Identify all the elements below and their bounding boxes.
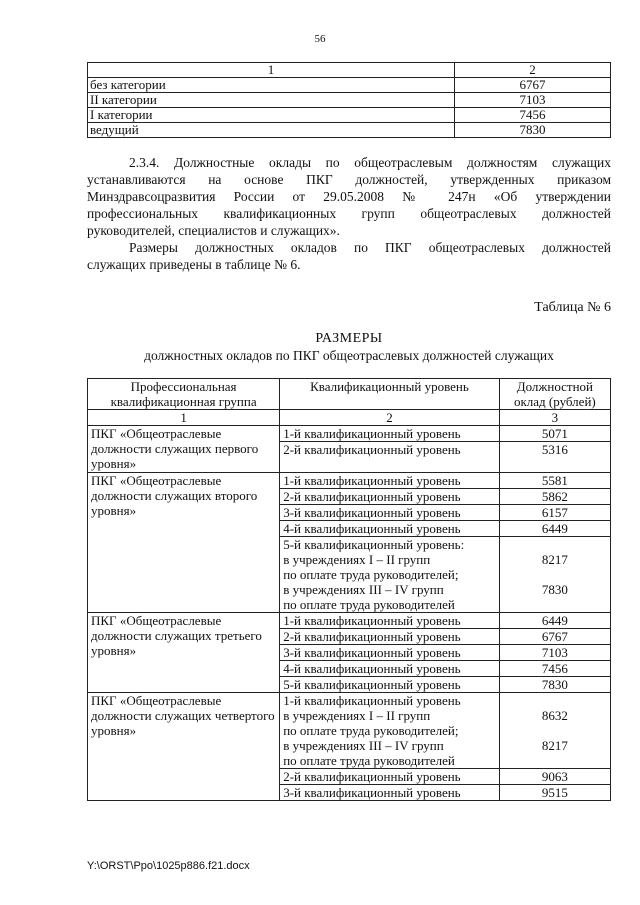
salary-value: 8217 — [541, 552, 568, 567]
file-path-footer: Y:\ORST\Ppo\1025p886.f21.docx — [87, 860, 250, 872]
salary-cell: 5316 — [499, 442, 610, 473]
column-number: 1 — [88, 410, 280, 426]
level-cell: 3-й квалификационный уровень — [280, 645, 500, 661]
salary-value: 8217 — [541, 738, 568, 753]
table-header-row — [88, 379, 611, 410]
salary-cell: 9515 — [499, 785, 610, 801]
salary-value: 8632 — [541, 708, 568, 723]
level-cell: 4-й квалификационный уровень — [280, 521, 500, 537]
table-row — [88, 78, 611, 93]
header-level: Квалификационный уровень — [280, 379, 500, 410]
salary-cell: 6157 — [499, 505, 610, 521]
category-cell: II категории — [88, 93, 455, 108]
salary-cell: 5071 — [499, 426, 610, 442]
level-line: в учреждениях III – IV групп — [283, 582, 444, 597]
group-name: ПКГ «Общеотраслевые должности служащих четвертого уровня» — [88, 693, 280, 801]
level-line: по оплате труда руководителей — [283, 597, 455, 612]
paragraph-line: Размеры должностных окладов по ПКГ общеотраслевых должностей — [129, 240, 611, 255]
salary-cell: 7456 — [499, 661, 610, 677]
level-cell: 1-й квалификационный уровень — [280, 473, 500, 489]
paragraph-line: Минздравсоцразвития России от 29.05.2008 № 247н «Об утверждении — [87, 189, 611, 204]
group-name: ПКГ «Общеотраслевые должности служащих второго уровня» — [88, 473, 280, 613]
level-line: по оплате труда руководителей; — [283, 723, 459, 738]
salary-cell: 7103 — [455, 93, 611, 108]
level-line: в учреждениях I – II групп — [283, 552, 431, 567]
level-cell: 1-й квалификационный уровень — [280, 613, 500, 629]
column-number-row — [88, 410, 611, 426]
level-line: в учреждениях III – IV групп — [283, 738, 444, 753]
table-row — [88, 426, 611, 442]
level-line: 5-й квалификационный уровень: — [283, 537, 465, 552]
continued-table — [87, 62, 611, 138]
table-number-label: Таблица № 6 — [534, 300, 611, 315]
category-cell: ведущий — [88, 123, 455, 138]
table-row — [88, 108, 611, 123]
salary-value: 7830 — [541, 582, 568, 597]
salary-cell: 6449 — [499, 613, 610, 629]
salary-cell: 7830 — [499, 677, 610, 693]
salary-cell: 7456 — [455, 108, 611, 123]
level-line: по оплате труда руководителей; — [283, 567, 459, 582]
level-cell: 2-й квалификационный уровень — [280, 489, 500, 505]
page-number: 56 — [314, 33, 326, 45]
level-cell: 2-й квалификационный уровень — [280, 629, 500, 645]
salary-cell: 5581 — [499, 473, 610, 489]
table-title: РАЗМЕРЫ — [315, 331, 383, 346]
level-cell: 2-й квалификационный уровень — [280, 769, 500, 785]
category-cell: I категории — [88, 108, 455, 123]
salary-cell: 7830 — [455, 123, 611, 138]
salary-cell: 7103 — [499, 645, 610, 661]
table-row — [88, 93, 611, 108]
table-row — [88, 613, 611, 629]
salary-cell: 6767 — [499, 629, 610, 645]
level-line: 1-й квалификационный уровень — [283, 693, 461, 708]
level-cell-multiline — [280, 693, 500, 769]
group-name: ПКГ «Общеотраслевые должности служащих первого уровня» — [88, 426, 280, 473]
header-cell: 1 — [88, 63, 455, 78]
salary-cell: 6449 — [499, 521, 610, 537]
header-salary: Должностной оклад (рублей) — [499, 379, 610, 410]
table-row — [88, 693, 611, 769]
level-cell: 3-й квалификационный уровень — [280, 785, 500, 801]
level-cell-multiline — [280, 537, 500, 613]
table-subtitle: должностных окладов по ПКГ общеотраслевых должностей служащих — [144, 348, 554, 363]
table-row — [88, 473, 611, 489]
header-group: Профессиональная квалификационная группа — [88, 379, 280, 410]
salary-cell-multiline — [499, 693, 610, 769]
paragraph-line: служащих приведены в таблице № 6. — [87, 257, 301, 272]
salary-cell: 6767 — [455, 78, 611, 93]
paragraph-2-3-4 — [87, 154, 611, 273]
level-cell: 2-й квалификационный уровень — [280, 442, 500, 473]
table-row — [88, 123, 611, 138]
header-cell: 2 — [455, 63, 611, 78]
salary-cell-multiline — [499, 537, 610, 613]
column-number: 2 — [280, 410, 500, 426]
column-number: 3 — [499, 410, 610, 426]
salary-table — [87, 378, 611, 801]
level-cell: 3-й квалификационный уровень — [280, 505, 500, 521]
paragraph-line: руководителей, специалистов и служащих». — [87, 223, 340, 238]
group-name: ПКГ «Общеотраслевые должности служащих третьего уровня» — [88, 613, 280, 693]
category-cell: без категории — [88, 78, 455, 93]
salary-cell: 5862 — [499, 489, 610, 505]
level-line: по оплате труда руководителей — [283, 753, 455, 768]
paragraph-line: устанавливаются на основе ПКГ должностей, утвержденных приказом — [87, 172, 611, 187]
level-cell: 5-й квалификационный уровень — [280, 677, 500, 693]
level-cell: 1-й квалификационный уровень — [280, 426, 500, 442]
level-line: в учреждениях I – II групп — [283, 708, 431, 723]
paragraph-line: профессиональных квалификационных групп общеотраслевых должностей — [87, 206, 611, 221]
level-cell: 4-й квалификационный уровень — [280, 661, 500, 677]
paragraph-line: 2.3.4. Должностные оклады по общеотраслевым должностям служащих — [129, 155, 611, 170]
salary-cell: 9063 — [499, 769, 610, 785]
table-header-row — [88, 63, 611, 78]
